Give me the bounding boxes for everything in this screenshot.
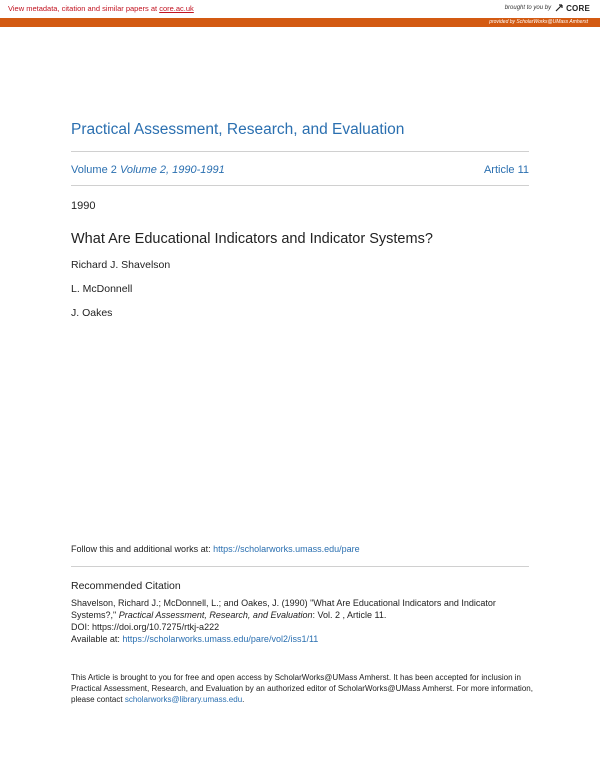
- core-logo[interactable]: [554, 3, 590, 13]
- author-2: L. McDonnell: [71, 283, 133, 295]
- article-link[interactable]: Article 11: [483, 164, 529, 176]
- available-label: Available at:: [71, 634, 123, 644]
- provider-bar: [0, 18, 600, 27]
- citation-volume: : Vol. 2 , Article 11.: [312, 610, 387, 620]
- author-1: Richard J. Shavelson: [71, 259, 171, 271]
- follow-line: [71, 544, 360, 554]
- follow-text: Follow this and additional works at:: [71, 544, 214, 554]
- core-ac-uk-link[interactable]: core.ac.uk: [159, 4, 194, 13]
- core-banner: [0, 0, 600, 18]
- core-logo-label: CORE: [566, 3, 590, 13]
- divider-top: [71, 151, 529, 152]
- paper-title: What Are Educational Indicators and Indicator Systems?: [71, 231, 433, 247]
- provided-by-text: provided by ScholarWorks@UMass Amherst: [489, 19, 588, 25]
- brought-by-text: brought to you by: [504, 5, 552, 11]
- follow-link[interactable]: https://scholarworks.umass.edu/pare: [213, 544, 360, 554]
- journal-title[interactable]: Practical Assessment, Research, and Evaluation: [71, 121, 405, 138]
- core-metadata-text: View metadata, citation and similar papers at: [8, 4, 160, 13]
- recommended-citation: [71, 597, 531, 645]
- access-notice-text: This Article is brought to you for free and open access by ScholarWorks@UMass Amherst. It has been accepted for inclusion in Practical Assessment, Research, and Evaluation by an authorized editor of ScholarWorks@UMass Amherst. For more information, please contact: [71, 673, 533, 704]
- citation-doi: DOI: https://doi.org/10.7275/rtkj-a222: [71, 622, 220, 632]
- citation-text: Shavelson, Richard J.; McDonnell, L.; and Oakes, J. (1990) "What Are Educational Indicators and Indicator Systems?,": [71, 598, 496, 620]
- issue-link[interactable]: Volume 2, 1990-1991: [119, 164, 225, 176]
- recommended-citation-heading: Recommended Citation: [71, 580, 181, 592]
- publication-year: 1990: [71, 200, 96, 212]
- volume-link[interactable]: Volume 2: [71, 164, 117, 176]
- access-notice: [71, 672, 533, 705]
- core-metadata-notice: [8, 4, 194, 13]
- access-notice-end: .: [242, 695, 245, 704]
- available-link[interactable]: https://scholarworks.umass.edu/pare/vol2/iss1/11: [122, 634, 319, 644]
- contact-email-link[interactable]: scholarworks@library.umass.edu: [124, 695, 243, 704]
- author-3: J. Oakes: [71, 307, 113, 319]
- divider-bottom: [71, 566, 529, 567]
- citation-journal: Practical Assessment, Research, and Evaluation: [118, 610, 313, 620]
- volume-line: [71, 164, 529, 176]
- brought-by-core: [505, 3, 590, 13]
- divider-middle: [71, 185, 529, 186]
- core-logo-icon: [554, 3, 564, 13]
